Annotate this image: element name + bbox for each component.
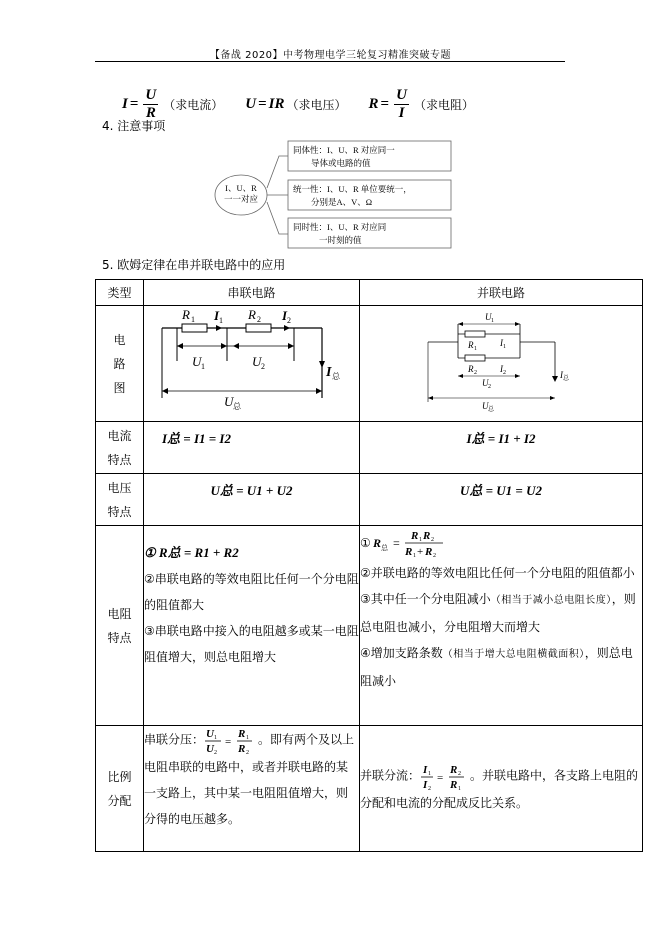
svg-text:2: 2 [474,370,477,376]
svg-text:U: U [482,378,489,388]
row-voltage [96,474,643,526]
svg-text:I: I [423,778,428,790]
svg-text:1: 1 [474,346,477,352]
svg-text:+: + [416,546,423,558]
row-diagram [96,306,643,422]
concept-center-line1: I、U、R [225,183,257,193]
row-ratio [96,726,643,852]
header-rule [95,61,565,62]
svg-text:2: 2 [503,370,506,376]
row-label-current: 电流 特点 [96,422,144,474]
svg-text:=: = [392,536,400,550]
svg-text:1: 1 [219,316,223,325]
parallel-current-formula: I总 = I1 + I2 [360,422,643,474]
ohm-law-table [95,279,643,852]
svg-text:I: I [423,763,428,776]
svg-text:总: 总 [488,407,495,413]
svg-text:2: 2 [488,384,491,390]
formula-resistance: R = $\frac{U}{I}$ （求电阻） [368,87,474,121]
svg-text:2: 2 [287,316,291,325]
parallel-resistance-point4: ④增加支路条数（相当于增大总电阻横截面积），则总电阻减小 [360,646,633,688]
svg-text:R: R [404,546,413,558]
formula-current: I = $\frac{U}{R}$ （求电流） [122,87,224,121]
concept-diagram [213,140,453,250]
series-circuit-cell [144,306,360,422]
row-label-ratio: 比例 分配 [96,726,144,852]
header-type: 类型 [96,280,144,306]
svg-text:=: = [437,771,444,784]
svg-text:1: 1 [214,735,218,741]
svg-text:2: 2 [430,537,434,543]
svg-text:I: I [214,308,220,323]
svg-text:1: 1 [201,362,205,371]
parallel-ratio-cell: 并联分流： I 1 I 2 = R 2 R 1 。并联电路中，各支路上电阻的分配和电流的分配成反比关系。 [360,726,643,852]
parallel-resistance-formula: ① R 总 = R 1 R 2 R 1 + R 2 [360,526,642,560]
series-circuit-diagram [144,306,358,418]
parallel-resistance-cell [360,526,643,726]
row-label-resistance: 电阻 特点 [96,526,144,726]
series-resistance-formula: ① R总 = R1 + R2 [144,545,239,560]
parallel-ratio-equation [420,762,470,790]
svg-text:R: R [468,364,474,374]
svg-text:1: 1 [458,785,462,790]
svg-text:U: U [252,354,262,369]
svg-text:U: U [192,354,202,369]
box1-line1: 同体性：I、U、R 对应同一 [293,145,395,155]
row-label-diagram: 电 路 图 [96,306,144,422]
concept-center-line2: 一一对应 [223,194,259,204]
svg-text:1: 1 [412,553,416,559]
svg-text:U: U [485,312,492,322]
row-label-voltage: 电压 特点 [96,474,144,526]
svg-text:1: 1 [428,770,432,777]
svg-text:R: R [182,307,190,322]
box3-line2: 一时刻的值 [319,235,362,245]
svg-text:2: 2 [261,362,265,371]
svg-text:1: 1 [246,735,250,741]
svg-text:U: U [224,394,234,409]
svg-text:R: R [238,728,246,740]
parallel-resistance-point3: ③其中任一个分电阻减小（相当于减小总电阻长度），则总电阻也减小，分电阻增大而增大 [360,592,636,634]
series-resistance-point2: ②串联电路的等效电阻比任何一个分电阻的阻值都大 [144,572,359,612]
svg-text:总: 总 [380,544,388,552]
section-5-title: 5. 欧姆定律在串并联电路中的应用 [102,258,286,272]
parallel-circuit-cell [360,306,643,422]
page-header: 【备战 2020】中考物理电学三轮复习精准突破专题 [209,50,452,61]
svg-text:2: 2 [432,553,436,559]
row-resistance [96,526,643,726]
svg-text:1: 1 [191,315,195,324]
box1-line2: 导体或电路的值 [311,158,371,168]
svg-text:U: U [482,401,489,411]
svg-text:总: 总 [332,372,340,381]
series-ratio-cell: 串联分压： U 1 U 2 = R 1 R 2 。即有两个及以上电阻串联的电路中，或者并联电路的某一支路上，其中某一电阻阻值增大，则分得的电压越多。 [144,726,360,852]
series-resistance-point3: ③串联电路中接入的电阻越多或某一电阻阻值增大，则总电阻增大 [144,624,359,664]
svg-text:2: 2 [257,315,261,324]
svg-text:总: 总 [233,402,241,411]
svg-text:R: R [238,743,246,754]
parallel-resistance-point2: ②并联电路的等效电阻比任何一个分电阻的阻值都小 [360,566,635,580]
table-header-row [96,280,643,306]
svg-text:1: 1 [418,537,422,543]
series-resistance-cell [144,526,360,726]
parallel-resistance-equation [371,526,461,560]
series-ratio-equation [204,726,258,754]
svg-text:2: 2 [214,750,218,754]
svg-text:R: R [372,536,381,550]
parallel-voltage-formula: U总 = U1 = U2 [360,474,643,526]
box3-line1: 同时性：I、U、R 对应同 [293,222,387,232]
box2-line2: 分别是A、V、Ω [311,197,373,207]
svg-text:U: U [206,728,214,740]
svg-text:R: R [422,530,431,542]
header-series: 串联电路 [144,280,360,306]
svg-text:I: I [326,365,332,380]
svg-text:I: I [560,370,563,380]
svg-text:2: 2 [246,750,250,754]
row-current [96,422,643,474]
svg-text:1: 1 [491,318,494,324]
formula-voltage: U = IR （求电压） [245,96,347,112]
svg-text:2: 2 [428,785,432,790]
svg-text:I: I [282,308,288,323]
series-voltage-formula: U总 = U1 + U2 [144,474,360,526]
parallel-circuit-diagram [360,306,641,418]
section-4-title: 4. 注意事项 [102,119,166,133]
svg-text:总: 总 [563,376,570,382]
svg-text:1: 1 [503,344,506,350]
series-current-formula: I总 = I1 = I2 [144,422,360,474]
ohm-formulas [122,88,496,121]
svg-text:R: R [248,307,256,322]
svg-text:R: R [450,778,458,790]
box2-line1: 统一性：I、U、R 单位要统一， [293,184,412,194]
header-parallel: 并联电路 [360,280,643,306]
svg-text:U: U [206,743,214,754]
svg-text:I: I [500,338,503,348]
svg-text:I: I [500,364,503,374]
svg-text:R: R [450,763,458,776]
svg-text:R: R [468,340,474,350]
svg-text:2: 2 [458,770,462,777]
svg-text:R: R [424,546,433,558]
svg-text:R: R [410,530,419,542]
svg-text:=: = [225,736,232,748]
